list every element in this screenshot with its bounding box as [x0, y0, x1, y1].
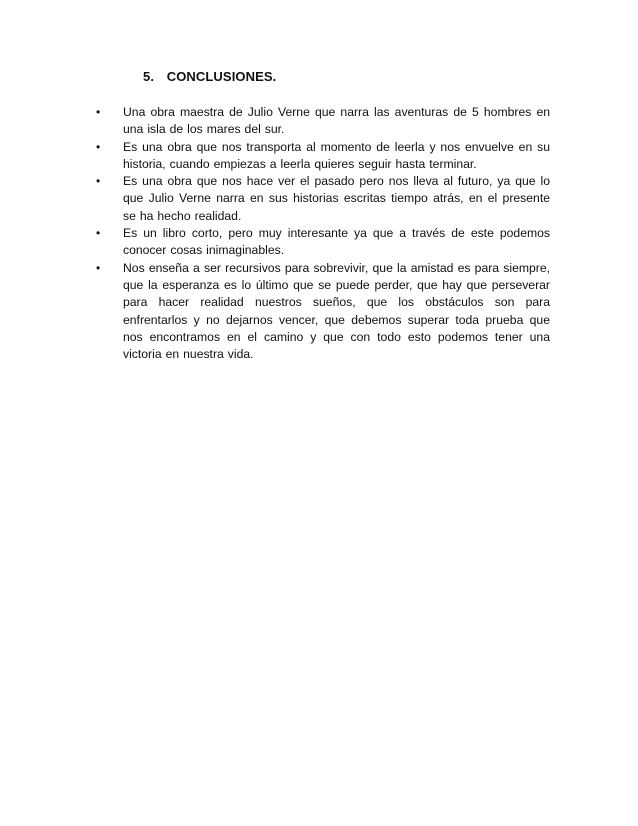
- section-number: 5.: [143, 69, 155, 84]
- section-heading: [143, 69, 276, 84]
- list-item: [96, 104, 550, 139]
- bullet-icon: •: [96, 226, 101, 241]
- bullet-icon: •: [96, 174, 101, 189]
- list-item-text: Nos enseña a ser recursivos para sobrevivir, que la amistad es para siempre, que la esperanza es lo último que se puede perder, que hay que perseverar para hacer realidad nuestros sueños, que los obstáculos son para enfrentarlos y no dejarnos vencer, que debemos superar toda prueba que nos encontramos en el camino y que con todo esto podemos tener una victoria en nuestra vida.: [123, 260, 550, 362]
- bullet-icon: •: [96, 105, 101, 119]
- list-item: [96, 225, 550, 260]
- bullet-icon: •: [96, 260, 101, 275]
- bullet-icon: •: [96, 139, 101, 154]
- list-item-text: Es una obra que nos transporta al momento de leerla y nos envuelve en su historia, cuando empiezas a leerla quieres seguir hasta terminar.: [123, 139, 550, 171]
- list-item: [96, 173, 550, 225]
- list-item-text: Es un libro corto, pero muy interesante ya que a través de este podemos conocer cosas inimaginables.: [123, 226, 550, 258]
- conclusions-list: [96, 104, 550, 363]
- list-item: [96, 139, 550, 174]
- list-item: [96, 260, 550, 364]
- section-title: CONCLUSIONES.: [166, 69, 277, 84]
- list-item-text: Es una obra que nos hace ver el pasado pero nos lleva al futuro, ya que lo que Julio Verne narra en sus historias escritas tiempo atrás, en el presente se ha hecho realidad.: [123, 174, 550, 223]
- list-item-text: Una obra maestra de Julio Verne que narra las aventuras de 5 hombres en una isla de los mares del sur.: [123, 105, 550, 137]
